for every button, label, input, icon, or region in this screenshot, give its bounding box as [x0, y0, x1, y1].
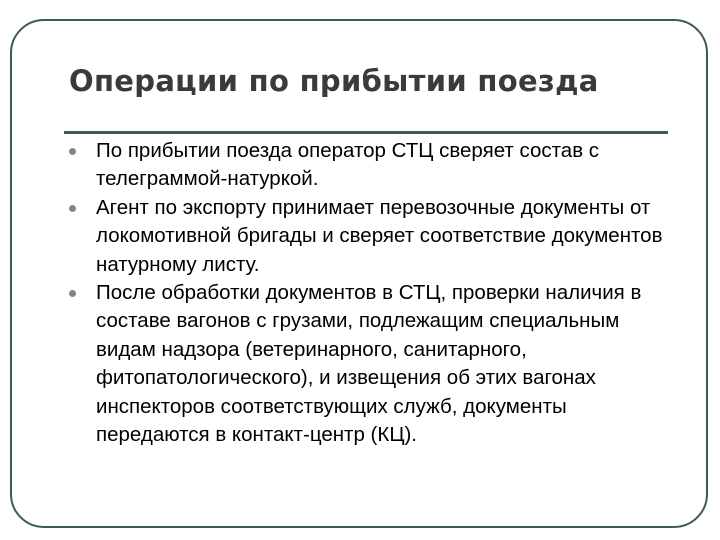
bullet-dot-icon	[69, 290, 76, 297]
bullet-dot-icon	[69, 205, 76, 212]
title-divider	[64, 131, 668, 134]
bullet-text-3: После обработки документов в СТЦ, проверки наличия в составе вагонов с грузами, подлежащим специальным видам надзора (ветеринарного, санитарного, фитопатологического), и извещения об этих вагонах инспекторов соответствующих служб, документы передаются в контакт-центр (КЦ).	[96, 281, 642, 447]
bullet-item-2	[67, 194, 667, 279]
slide-title: Операции по прибытии поезда	[69, 64, 599, 98]
bullet-dot-icon	[69, 148, 76, 155]
bullet-text-2: Агент по экспорту принимает перевозочные документы от локомотивной бригады и сверяет соответствие документов натурному листу.	[96, 195, 663, 276]
bullet-list	[67, 137, 667, 449]
bullet-item-3	[67, 279, 667, 449]
bullet-item-1	[67, 137, 667, 194]
bullet-text-1: По прибытии поезда оператор СТЦ сверяет состав с телеграммой-натуркой.	[96, 139, 600, 191]
